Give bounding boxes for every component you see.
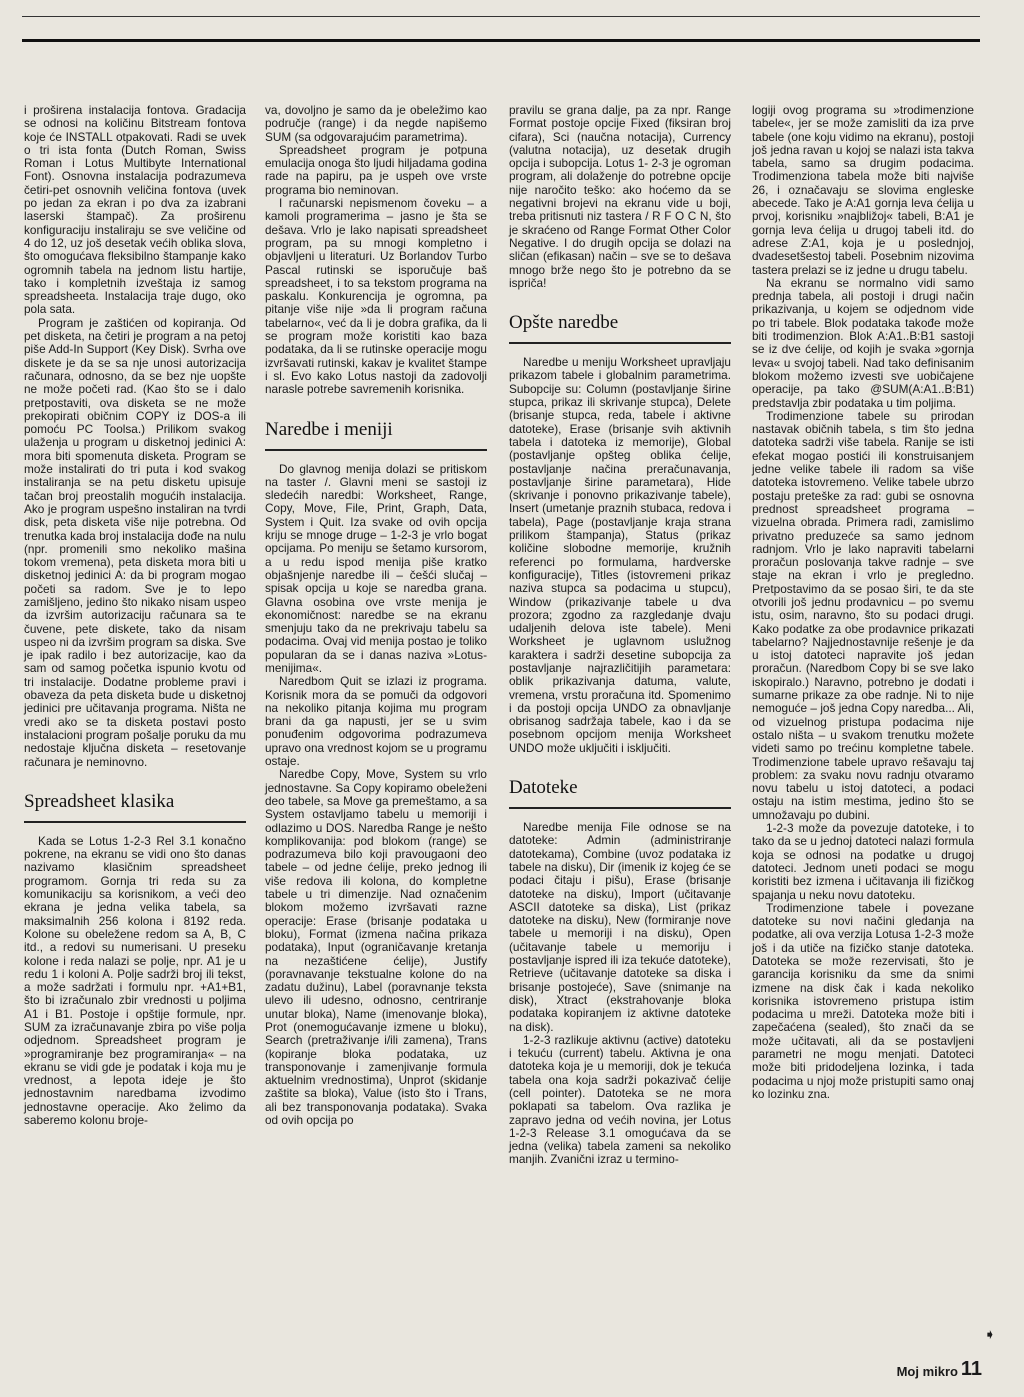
paragraph: va, dovoljno je samo da je obeležimo kao područje (range) i da negde napišemo SUM (sa odgovarajućim parametrima). xyxy=(265,103,487,144)
page-number: 11 xyxy=(960,1358,982,1380)
paragraph: 1-2-3 može da povezuje datoteke, i to tako da se u jednoj datoteci nalazi formula koja se odnosi na podatke u drugoj datoteci. Jednom uneti podaci se mogu koristiti bez izmena i učitavanja ili fizičkog spajanja u neku novu datoteku. xyxy=(752,821,974,902)
continue-arrow-icon: ➧ xyxy=(984,1326,996,1342)
paragraph: 1-2-3 razlikuje aktivnu (active) datoteku i tekuću (current) tabelu. Aktivna je ona datoteka koja je u memoriji, dok je tekuća tabela ona koja sadrži pokazivač ćelije (cell pointer). Datoteka se ne mora poklapati sa tabelom. Ova razlika je zapravo jedna od većih novina, jer Lotus 1-2-3 Release 3.1 omogućava da se jedna (velika) tabela zameni sa nekoliko manjih. Zvanični izraz u termino- xyxy=(509,1032,731,1167)
paragraph: i proširena instalacija fontova. Gradacija se odnosi na količinu Bitstream fontova koje će INSTALL otpakovati. Radi se uvek o tri ista fonta (Dutch Roman, Swiss Roman i Lotus Multibyte International Font). Osnovna instalacija podrazumeva četiri-pet osnovnih veličina fontova (uvek po jedan za ekran i po dva za izabrani laserski štampač). Za proširenu konfiguraciju instaliraju se sve veličine od 4 do 12, uz još desetak većih oblika slova, što omogućava fleksibilno štampanje kako ogromnih tabela na jednom listu hartije, tako i kompletnih izveštaja iz samog spreadsheeta. Instalacija traje dugo, oko pola sata. xyxy=(24,103,246,317)
paragraph: Trodimenzione tabele su prirodan nastavak običnih tabela, s tim što jedna datoteka sadrži više tabela. Ranije se isti efekat mogao postići ili konstruisanjem jedne velike tabele ili radom sa više datoteka istovremeno. Velike tabele ubrzo postaju preteške za rad: gubi se osnovna prednost spreadsheet programa – vizuelna obrada. Primera radi, zamislimo privatno preduzeće sa samo jednom radnjom. Vrlo je lako napraviti tabelarni proračun poslovanja takve radnje – sve staje na ekran i vrlo je pregledno. Pretpostavimo da se posao širi, te da ste otvorili još jednu prodavnicu – po svemu istu, osim, naravno, što su podaci drugi. Kako podatke za obe prodavnice prikazati tabelarno? Najjednostavnije rešenje je da u istoj datoteci napravite još jedan proračun. (Naredbom Copy bi se sve lako iskopiralo.) Naravno, potrebno je dodati i sumarne prikaze za obe radnje. Ni to nije nemoguće – još jedna Copy naredba... Ali, od vizuelnog pristupa podacima nije ostalo ništa – u svakom trenutku možete videti samo po trećinu kompletne tabele. Trodimenzione tabele upravo rešavaju taj problem: za svaku novu radnju otvaramo novu tabelu u istoj datoteci, a podaci ostaju na istim mestima, jedino što se umnožavaju po dubini. xyxy=(752,408,974,822)
paragraph: logiji ovog programa su »trodimenzione tabele«, jer se može zamisliti da iza prve tabele (one koju vidimo na ekranu), postoji još jedna ravan u kojoj se nalazi ista takva tabela, samo sa drugim podacima. Trodimenziona tabela može biti najviše 26, i označavaju se slovima engleske abecede. Tako je A:A1 gornja leva ćelija u prvoj, korisniku »najbližoj« tabeli, B:A1 je gornja leva ćelija u drugoj tabeli itd. do adrese Z:A1, koja je u poslednjoj, dvadesetšestoj tabeli. Posebnim nizovima tastera prelazi se iz jedne u drugu tabelu. xyxy=(752,103,974,277)
section-heading-opste-naredbe: Opšte naredbe xyxy=(509,312,731,344)
section-heading-naredbe-i-meniji: Naredbe i meniji xyxy=(265,419,487,451)
text-column-4 xyxy=(752,104,974,1101)
paragraph: pravilu se grana dalje, pa za npr. Range Format postoje opcije Fixed (fiksiran broj cifara), Sci (naučna notacija), Currency (valutna notacija), uz desetak drugih opcija i subopcija. Lotus 1- 2-3 je ogroman program, ali dolaženje do potrebne opcije nije naročito teško: ako hoćemo da se negativni brojevi na ekranu vide u boji, treba pritisnuti niz tastera / R F O C N, što je skraćeno od Range Format Other Color Negative. I do drugih opcija se dolazi na sličan (efikasan) način – sve se to dešava mnogo brže nego što je potrebno da se ispriča! xyxy=(509,103,731,290)
paragraph: Naredbe Copy, Move, System su vrlo jednostavne. Sa Copy kopiramo obeleženi deo tabele, sa Move ga premeštamo, a sa System ostavljamo tabelu u memoriji i odlazimo u DOS. Naredba Range je nešto komplikovanija: pod blokom (range) se podrazumeva bilo koji pravougaoni deo tabele – od jedne ćelije, preko jednog ili više redova ili kolona, do kompletne tabele u tri dimenzije. Nad označenim blokom možemo izvršavati razne operacije: Erase (brisanje podataka u bloku), Format (izmena načina prikaza podataka), Input (ograničavanje kretanja na nezaštićene ćelije), Justify (poravnavanje tekstualne kolone do na zadatu dužinu), Label (poravnanje teksta ulevo ili udesno, odnosno, centriranje unutar bloka), Name (imenovanje bloka), Prot (onemogućavanje izmene u bloku), Search (pretraživanje i/ili zamena), Trans (kopiranje bloka podataka, uz transponovanje i zamenjivanje formula aktuelnim vrednostima), Unprot (skidanje zaštite sa bloka), Value (isto što i Trans, ali bez transponovanja podataka). Svaka od ovih opcija po xyxy=(265,767,487,1128)
paragraph: Naredbe menija File odnose se na datoteke: Admin (administriranje datotekama), Combine (uvoz podataka iz tabele na disku), Dir (imenik iz kojeg će se podaci čitaju i pišu), Erase (brisanje datoteke na disku), Import (učitavanje ASCII datoteke sa diska), List (prikaz datoteke na disku), New (formiranje nove tabele u memoriji i na disku), Open (učitavanje tabele u memoriju i postavljanje ispred ili iza tekuće datoteke), Retrieve (učitavanje datoteke sa diska i brisanje postojeće), Save (snimanje na disk), Xtract (ekstrahovanje bloka podataka kopiranjem iz aktivne datoteke na disk). xyxy=(509,820,731,1034)
section-heading-spreadsheet-klasika: Spreadsheet klasika xyxy=(24,791,246,823)
paragraph: Program je zaštićen od kopiranja. Od pet disketa, na četiri je program a na petoj piše Add-In Support (Key Disk). Svrha ove diskete je da se sa nje unosi autorizacija računara, odnosno, da se bez nje uopšte ne može početi rad. (Kao što se i dalo pretpostaviti, ova disketa se ne može prekopirati običnim COPY iz DOS-a ili pomoću PC Toolsa.) Prilikom svakog ulaženja u program u disketnoj jedinici A: mora biti spomenuta disketa. Program se može instalirati do tri puta i kod svakog instaliranja se na petu disketu upisuje tačan broj preostalih mogućih instalacija. Ako je program uspešno instaliran na tvrdi disk, peta disketa više nije potrebna. Od trenutka kada broj instalacija dođe na nulu (npr. promenili smo nekoliko mašina tokom vremena), peta disketa mora biti u disketnoj jedinici A: da bi program mogao početi sa radom. Sve je to lepo zamišljeno, jedino što nikako nisam uspeo da izvršim autorizaciju računara sa te čuvene, pete diskete, tako da nisam uspeo ni da izvršim program sa diska. Sve je ipak radilo i bez autorizacije, kao da sam od samog početka ispunio kvotu od tri instalacije. Dodatne probleme pravi i obaveza da peta disketa bude u disketnoj jedinici pre učitavanja programa. Ništa ne vredi ako se ta disketa postavi posto instalacioni program pošalje poruku da mu nedostaje ključna disketa – resetovanje računara je neminovno. xyxy=(24,315,246,769)
paragraph: Naredbom Quit se izlazi iz programa. Korisnik mora da se pomuči da odgovori na nekoliko pitanja kojima mu program brani da ga napusti, jer se u svim ponuđenim odgovorima podrazumeva upravo ona vrednost kojom se u programu ostaje. xyxy=(265,674,487,769)
text-column-2 xyxy=(265,104,487,1127)
paragraph: Do glavnog menija dolazi se pritiskom na taster /. Glavni meni se sastoji iz sledećih naredbi: Worksheet, Range, Copy, Move, File, Print, Graph, Data, System i Quit. Iza svake od ovih opcija kriju se mnoge druge – 1-2-3 je vrlo bogat opcijama. Po meniju se šetamo kursorom, a u redu ispod menija piše kratko objašnjenje naredbe ili – češći slučaj – spisak opcija u koje se naredba grana. Glavna osobina ove vrste menija je ekonomičnost: naredbe se na ekranu smenjuju tako da ne prekrivaju tabelu sa podacima. Ovaj vid menija postao je toliko popularan da se i danas naziva »Lotus-menijima«. xyxy=(265,461,487,675)
paragraph: Kada se Lotus 1-2-3 Rel 3.1 konačno pokrene, na ekranu se vidi ono što danas nazivamo klasičnim spreadsheet programom. Gornja tri reda su za komunikaciju sa korisnikom, a veći deo ekrana je jedna velika tabela, sa maksimalnih 256 kolona i 8192 reda. Kolone su obeležene redom sa A, B, C itd., a redovi su numerisani. U preseku kolone i reda nalazi se polje, npr. A1 je u redu 1 i koloni A. Polje sadrži broj ili tekst, a može sadržati i formulu npr. +A1+B1, što bi izračunalo zbir vrednosti u poljima A1 i B1. Postoje i opštije formule, npr. SUM za izračunavanje zbira po više polja odjednom. Spreadsheet program je »programiranje bez programiranja« – na ekranu se vidi gde je podatak i koja mu je vrednost, a lepota ideje je što jednostavnim naredbama izvodimo jednostavne operacije. Ako želimo da saberemo kolonu broje- xyxy=(24,833,246,1128)
top-thin-rule xyxy=(22,16,980,17)
paragraph: Naredbe u meniju Worksheet upravljaju prikazom tabele i globalnim parametrima. Subopcije su: Column (postavljanje širine stupca, prikaz ili skrivanje stupca), Delete (brisanje stupca, reda, tabele i aktivne datoteke), Erase (brisanje svih aktivnih tabela i datoteka iz memorije), Global (postavljanje opšteg oblika ćelije, postavljanje načina preračunavanja, postavljanje širine parametara), Hide (skrivanje i ponovno prikazivanje tabele), Insert (umetanje praznih stubaca, redova i tabela), Page (postavljanje kraja strana prilikom štampanja), Status (prikaz količine slobodne memorije, kružnih referenci po formulama, hardverske konfiguracije), Titles (istovremeni prikaz naziva stupca sa podacima u stupcu), Window (prikazivanje tabele u dva prozora; zgodno za razgledanje dvaju udaljenih delova iste tabele). Meni Worksheet je uglavnom uslužnog karaktera i sadrži desetine subopcija za postavljanje najrazličitijih parametara: oblik prikazivanja datuma, valute, vremena, vrstu proračuna itd. Spomenimo i da postoji opcija UNDO za obnavljanje obrisanog sadržaja tabele, kao i da se posebnom opcijom menija Worksheet UNDO može uključiti i isključiti. xyxy=(509,355,731,755)
magazine-name: Moj mikro xyxy=(896,1364,958,1379)
paragraph: Na ekranu se normalno vidi samo prednja tabela, ali postoji i drugi način prikazivanja, u kojem se odjednom vide po tri tabele. Blok podataka takođe može biti trodimenzion. Blok A:A1..B:B1 sastoji se iz dve ćelije, od kojih je svaka »gornja leva« u svojoj tabeli. Nad tako definisanim blokom možemo izvesti sve uobičajene operacije, pa tako @SUM(A:A1..B:B1) predstavlja zbir podataka u tim poljima. xyxy=(752,275,974,410)
paragraph: I računarski nepismenom čoveku – a kamoli programerima – jasno je šta se dešava. Vrlo je lako napisati spreadsheet program, pa su mnogi kompletno i objavljeni u literaturi. Uz Borlandov Turbo Pascal rutinski se isporučuje baš spreadsheet, i to sa tekstom programa na paskalu. Konkurencija je ogromna, pa pitanje više nije »da li program računa tabelarno«, već da li je dobra grafika, da li se program može koristiti kao baza podataka, da li se rutinske operacije mogu izvršavati rutinski, kakav je kvalitet štampe i sl. Evo kako Lotus nastoji da zadovolji narasle potrebe savremenih korisnika. xyxy=(265,196,487,397)
top-thick-rule xyxy=(22,39,980,42)
text-column-3 xyxy=(509,104,731,1167)
paragraph: Spreadsheet program je potpuna emulacija onoga što ljudi hiljadama godina rade na papiru, pa je uspeh ove vrste programa bio neminovan. xyxy=(265,142,487,197)
section-heading-datoteke: Datoteke xyxy=(509,777,731,809)
text-column-1 xyxy=(24,104,246,1127)
paragraph: Trodimenzione tabele i povezane datoteke su novi načini gledanja na podatke, ali ova verzija Lotusa 1-2-3 može još i da utiče na fizičko stanje datoteka. Datoteka se može rezervisati, što je garancija korisniku da sme da snimi izmene na disk čak i kada nekoliko korisnika istovremeno pristupa istim podacima u mreži. Datoteka može biti i zapečaćena (sealed), što znači da se može učitavati, ali da se postavljeni parametri ne mogu menjati. Datoteci može biti pridodeljena lozinka, i tada podacima u njoj može pristupiti samo onaj ko lozinku zna. xyxy=(752,900,974,1101)
